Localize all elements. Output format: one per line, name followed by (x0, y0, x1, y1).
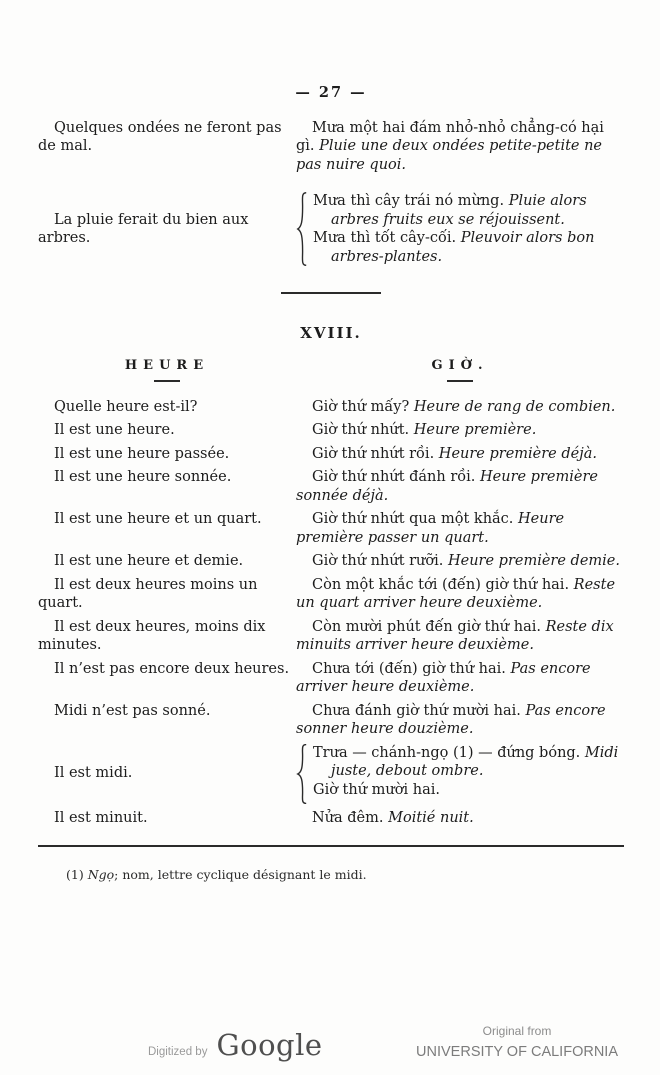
scan-footer (0, 1022, 660, 1061)
vietnamese-text: Còn mười phút đến giờ thứ hai. (312, 618, 541, 635)
column-header-vietnamese-label: GIỜ. (431, 357, 489, 373)
french-phrase-cell (38, 809, 296, 828)
french-gloss-text: Heure de rang de combien. (413, 398, 616, 415)
page-number: — 27 — (295, 84, 367, 101)
phrase-row (38, 192, 624, 266)
french-phrase-text: Il est une heure. (54, 422, 175, 438)
french-phrase-cell (38, 421, 296, 440)
french-phrase-text: Il est midi. (54, 765, 133, 782)
french-gloss-text: Heure première sonnée déjà. (296, 469, 598, 504)
vietnamese-text: Chưa đánh giờ thứ mười hai. (312, 702, 521, 719)
vietnamese-text: Giờ thứ nhứt đánh rồi. (312, 469, 476, 485)
french-gloss-text: Pleuvoir alors bon arbres-plantes. (331, 230, 595, 265)
intro-phrase-rows (38, 119, 624, 267)
footnote-rule (38, 845, 624, 847)
french-phrase-cell (38, 744, 296, 804)
translation-entry (296, 552, 624, 571)
translation-entries (296, 702, 624, 739)
translation-entries (296, 468, 624, 505)
french-phrase-text: Il est une heure et un quart. (54, 511, 262, 527)
translation-entries (313, 192, 624, 266)
column-header-french (38, 357, 296, 382)
translation-cell (296, 576, 624, 613)
digitized-by-block (148, 1027, 323, 1062)
translation-cell (296, 702, 624, 739)
translation-entries (296, 421, 624, 440)
french-phrase-cell (38, 618, 296, 655)
footnote-text: ; nom, lettre cyclique désignant le midi. (114, 866, 367, 882)
original-from-block (416, 1022, 618, 1061)
french-gloss-text: Midi juste, debout ombre. (331, 744, 619, 779)
translation-entry (296, 576, 624, 613)
original-institution-label: UNIVERSITY OF CALIFORNIA (416, 1043, 618, 1060)
translation-entry (313, 229, 624, 266)
footnote-marker: (1) (66, 866, 84, 882)
french-phrase-text: Quelle heure est-il? (54, 398, 198, 415)
translation-entry (296, 809, 624, 828)
french-phrase-cell (38, 192, 296, 266)
french-gloss-text: Reste un quart arriver heure deuxième. (296, 576, 616, 611)
translation-cell (296, 618, 624, 655)
vietnamese-text: Nửa đêm. (312, 809, 384, 826)
french-phrase-text: Il est une heure sonnée. (54, 469, 232, 485)
french-phrase-text: Il est deux heures, moins dix minutes. (38, 618, 266, 653)
column-headers (38, 357, 624, 382)
translation-entry (296, 421, 624, 440)
translation-entry (313, 192, 624, 229)
translation-entry (296, 445, 624, 464)
column-header-vietnamese-rule (447, 380, 473, 382)
french-gloss-text: Heure première. (413, 422, 537, 438)
vietnamese-text: Mưa thì tốt cây-cối. (313, 230, 457, 246)
translation-entry (296, 660, 624, 697)
translation-entry (296, 398, 624, 417)
phrase-row (38, 421, 624, 440)
translation-cell (296, 445, 624, 464)
french-phrase-cell (38, 445, 296, 464)
french-phrase-text: Il est une heure passée. (54, 445, 230, 462)
french-phrase-cell (38, 468, 296, 505)
translation-entries (296, 552, 624, 571)
phrase-row (38, 510, 624, 547)
left-brace-glyph (296, 192, 308, 266)
digitized-by-label: Digitized by (148, 1045, 208, 1058)
translation-entries (313, 744, 624, 804)
french-phrase-text: La pluie ferait du bien aux arbres. (38, 211, 249, 246)
vietnamese-text: Giờ thứ mười hai. (313, 781, 440, 798)
translation-entry (296, 618, 624, 655)
vietnamese-text: Giờ thứ mấy? (312, 398, 410, 415)
french-gloss-text: Reste dix minuits arriver heure deuxième. (296, 618, 614, 653)
french-phrase-text: Quelques ondées ne feront pas de mal. (38, 119, 282, 154)
vietnamese-text: Mưa thì cây trái nó mừng. (313, 193, 505, 209)
translation-cell (296, 398, 624, 417)
translation-cell (296, 510, 624, 547)
french-phrase-text: Il n’est pas encore deux heures. (54, 660, 290, 677)
vietnamese-text: Giờ thứ nhứt rưỡi. (312, 553, 444, 569)
column-header-vietnamese (296, 357, 624, 382)
translation-entries (296, 510, 624, 547)
translation-entry (296, 119, 624, 175)
french-gloss-text: Heure première passer un quart. (296, 511, 565, 546)
phrase-row (38, 744, 624, 804)
french-phrase-text: Midi n’est pas sonné. (54, 702, 211, 719)
footnote (38, 867, 624, 883)
vietnamese-text: Còn một khắc tới (đến) giờ thứ hai. (312, 576, 570, 593)
french-phrase-cell (38, 702, 296, 739)
phrase-row (38, 618, 624, 655)
french-gloss-text: Heure première demie. (447, 553, 620, 569)
french-phrase-cell (38, 119, 296, 175)
translation-entry (296, 510, 624, 547)
vietnamese-text: Chưa tới (đến) giờ thứ hai. (312, 660, 506, 677)
translation-entries (296, 398, 624, 417)
original-from-label: Original from (482, 1024, 552, 1038)
translation-cell (296, 660, 624, 697)
translation-cell (296, 744, 624, 804)
phrase-row (38, 445, 624, 464)
translation-entries (296, 809, 624, 828)
french-phrase-cell (38, 660, 296, 697)
french-gloss-text: Pas encore sonner heure douzième. (296, 702, 606, 737)
french-gloss-text: Heure première déjà. (438, 445, 597, 462)
translation-entries (296, 119, 624, 175)
phrase-row (38, 809, 624, 828)
translation-entries (296, 445, 624, 464)
google-logo: Google (216, 1027, 323, 1062)
vietnamese-text: Mưa một hai đám nhỏ-nhỏ chẳng-có hại gì. (296, 119, 604, 154)
translation-entry (296, 702, 624, 739)
french-gloss-text: Pluie une deux ondées petite-petite ne pas nuire quoi. (296, 138, 603, 173)
translation-cell (296, 421, 624, 440)
column-header-french-rule (154, 380, 180, 382)
phrase-row (38, 660, 624, 697)
section-heading: XVIII. (300, 324, 362, 342)
translation-entry (296, 468, 624, 505)
column-header-french-label: HEURE (124, 357, 210, 373)
french-gloss-text: Pluie alors arbres fruits eux se réjouissent. (331, 193, 587, 228)
phrase-row (38, 552, 624, 571)
french-phrase-text: Il est deux heures moins un quart. (38, 576, 258, 611)
phrase-row (38, 398, 624, 417)
phrase-row (38, 702, 624, 739)
vietnamese-text: Trưa — chánh-ngọ (1) — đứng bóng. (313, 744, 581, 761)
french-phrase-cell (38, 552, 296, 571)
french-gloss-text: Moitié nuit. (388, 809, 474, 826)
french-phrase-text: Il est une heure et demie. (54, 553, 244, 569)
phrase-row (38, 576, 624, 613)
french-gloss-text: Pas encore arriver heure deuxième. (296, 660, 591, 695)
translation-cell (296, 809, 624, 828)
phrase-row (38, 468, 624, 505)
section-separator-rule (281, 292, 381, 294)
translation-entry (313, 744, 624, 781)
french-phrase-cell (38, 576, 296, 613)
translation-cell (296, 192, 624, 266)
vietnamese-text: Giờ thứ nhứt. (312, 422, 410, 438)
footnote-term: Ngọ (87, 866, 115, 882)
french-phrase-text: Il est minuit. (54, 809, 148, 826)
vietnamese-text: Giờ thứ nhứt qua một khắc. (312, 511, 514, 527)
translation-cell (296, 119, 624, 175)
translation-entries (296, 660, 624, 697)
french-phrase-cell (38, 398, 296, 417)
section-phrase-rows (38, 398, 624, 828)
left-brace-glyph (296, 744, 308, 804)
french-phrase-cell (38, 510, 296, 547)
translation-entries (296, 618, 624, 655)
translation-entries (296, 576, 624, 613)
translation-cell (296, 468, 624, 505)
vietnamese-text: Giờ thứ nhứt rồi. (312, 445, 435, 462)
phrase-row (38, 119, 624, 175)
translation-cell (296, 552, 624, 571)
translation-entry (313, 781, 624, 800)
